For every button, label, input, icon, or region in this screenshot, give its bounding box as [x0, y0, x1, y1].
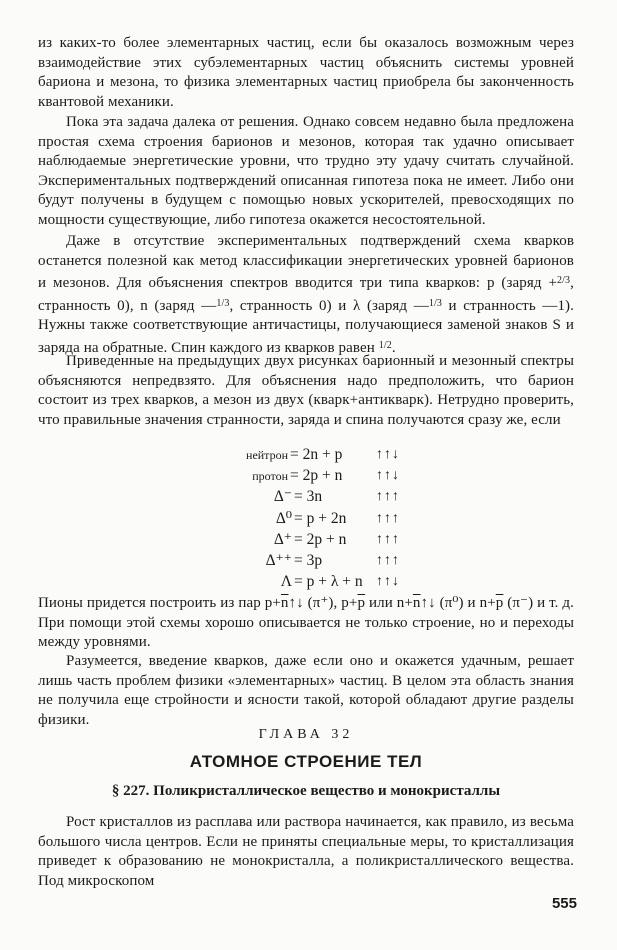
chapter-number: ГЛАВА 32	[258, 727, 354, 742]
equation-row: Δ⁰ = p + 2n ↑↑↑	[275, 510, 400, 527]
equation-row: Δ⁺ = 2p + n ↑↑↑	[273, 531, 400, 548]
equation-row: нейтрон = 2n + p ↑↑↓	[246, 446, 400, 463]
equation-row: Δ⁻ = 3n ↑↑↑	[273, 488, 400, 505]
paragraph-2: Пока эта задача далека от решения. Однако совсем недавно была предложена простая схема строения барионов и мезонов, которая так удачно описывает наблюдаемые энергетические уровни, что трудно эту удачу считать случайной. Экспериментальных подтверждений описанная гипотеза пока не имеет. Либо они будут получены в будущем с помощью новых ускорителей, превосходящих по мощности существующие, либо гипотеза окажется несостоятельной.	[38, 114, 574, 228]
page-number: 555	[551, 895, 577, 912]
paragraph-6: Разумеется, введение кварков, даже если оно и окажется удачным, решает лишь часть проблем физики «элементарных» частиц. В целом эта область знания не получила еще стройности и ясности такой, которой обладают другие разделы физики.	[38, 653, 574, 728]
paragraph-5: Пионы придется построить из пар $p+\overline{n}↑↓$ (π⁺), $p+\overline{p}$ или $n+\overline{n}↑↓$ (π⁰) и $n+\overline{p}$ (π⁻) и т. д. При помощи этой схемы хорошо описывается не только строение, но и переходы между уровнями.	[38, 595, 575, 651]
equation-row: протон = 2p + n ↑↑↓	[252, 467, 400, 484]
section-title: § 227. Поликристаллическое вещество и монокристаллы	[111, 783, 501, 799]
chapter-title: АТОМНОЕ СТРОЕНИЕ ТЕЛ	[189, 752, 423, 771]
quark-equations	[38, 445, 574, 593]
paragraph-1: из каких-то более элементарных частиц, если бы оказалось возможным через взаимодействие этих субэлементарных частиц объяснить системы уровней бариона и мезона, то физика элементарных частиц приобрела бы законченность квантовой механики.	[38, 35, 574, 110]
paragraph-7: Рост кристаллов из расплава или раствора начинается, как правило, из весьма большого числа центров. Если не приняты специальные меры, то кристаллизация приведет к образованию не монокристалла, а поликристаллического вещества. Под микроскопом	[38, 814, 574, 889]
equation-row: Δ⁺⁺ = 3p ↑↑↑	[265, 552, 400, 569]
paragraph-3: Даже в отсутствие экспериментальных подтверждений схема кварков останется полезной как метод классификации энергетических уровней барионов и мезонов. Для объяснения спектров вводится три типа кварков: p (заряд +$^{2/3}$, странность 0), n (заряд —$^{1/3}$, странность 0) и λ (заряд —$^{1/3}$ и странность —1). Нужны также соответствующие античастицы, получающиеся заменой знаков S и заряда на обратные. Спин каждого из кварков равен $^{1/2}$.	[38, 233, 575, 356]
paragraph-4: Приведенные на предыдущих двух рисунках барионный и мезонный спектры объясняются непредвзято. Для объяснения надо предположить, что барион состоит из трех кварков, а мезон из двух (кварк+антикварк). Нетрудно проверить, что правильные значения странности, заряда и спина получаются сразу же, если	[38, 353, 574, 428]
equation-row: Λ = p + λ + n ↑↑↓	[280, 573, 400, 590]
